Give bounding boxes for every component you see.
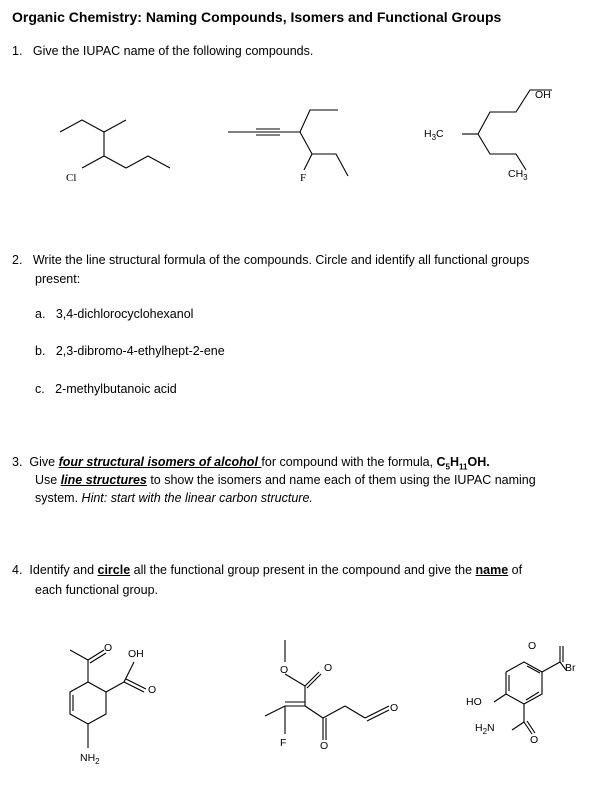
q4-m3-atom-ho: HO (466, 696, 482, 708)
q2-item-a (35, 307, 193, 321)
q4-m2-atom-o-aldehyde: O (390, 702, 399, 714)
q1-atom-h3c: $H_3C$ (424, 128, 444, 143)
q4-m1-atom-o2: O (148, 684, 157, 696)
q2-item-c (35, 382, 177, 396)
q3-emphasis-line-structures: line structures (60, 473, 147, 487)
q3-rest: to show the isomers and name each of them using the IUPAC naming (146, 473, 536, 487)
question-1-number: 1. (12, 44, 23, 58)
q3-line3: system. (35, 491, 82, 505)
q1-molecule-1 (60, 120, 180, 190)
q1-atom-cl: Cl (66, 172, 77, 184)
q4-part3: of (508, 563, 523, 577)
q1-molecule-2 (228, 108, 358, 183)
q2-item-c-letter: c. (35, 382, 45, 396)
q4-molecule-2 (255, 636, 415, 756)
q3-formula: $C_5H_{11}OH$. (436, 455, 490, 472)
q4-m2-atom-f: F (280, 737, 287, 749)
q4-m1-atom-o1: O (104, 642, 113, 654)
question-2-line-1: Write the line structural formula of the compounds. Circle and identify all functional groups (32, 253, 530, 267)
q3-give: Give (29, 455, 59, 469)
q1-atom-oh: OH (535, 89, 551, 101)
q4-m3-atom-o-amide: O (530, 734, 539, 746)
q4-part2: all the functional group present in the compound and give the (130, 563, 476, 577)
q4-m3-atom-br: Br (565, 662, 576, 674)
q4-m3-atom-o-ketone: O (528, 640, 537, 652)
q4-part1: Identify and (29, 563, 98, 577)
q3-emphasis-isomers: four structural isomers of alcohol (58, 455, 262, 469)
q2-item-b-letter: b. (35, 344, 46, 358)
q4-circle: circle (97, 563, 131, 577)
q4-m1-atom-oh: OH (128, 648, 144, 660)
page-title: Organic Chemistry: Naming Compounds, Isomers and Functional Groups (12, 9, 502, 25)
question-2 (12, 251, 529, 270)
q1-atom-ch3: $CH_3$ (508, 168, 528, 183)
q4-m3-atom-h2n: $H_2N$ (475, 722, 495, 737)
question-2-number: 2. (12, 253, 23, 267)
question-4-line-2: each functional group. (35, 583, 159, 597)
q1-atom-f: F (300, 172, 307, 184)
q2-item-c-text: 2-methylbutanoic acid (55, 382, 177, 396)
q4-m2-atom-o-ether: O (280, 664, 289, 676)
question-1 (12, 42, 313, 61)
q3-use: Use (35, 473, 61, 487)
question-4-number: 4. (12, 563, 23, 577)
question-1-text: Give the IUPAC name of the following compounds. (32, 44, 314, 58)
q2-item-a-letter: a. (35, 307, 46, 321)
q4-name: name (475, 563, 509, 577)
q2-item-a-text: 3,4-dichlorocyclohexanol (55, 307, 194, 321)
q4-m2-atom-o-carbonyl: O (324, 662, 333, 674)
q4-m2-atom-o-ketone: O (320, 740, 329, 752)
q2-item-b-text: 2,3-dibromo-4-ethylhept-2-ene (55, 344, 225, 358)
question-4 (12, 561, 607, 580)
q3-mid: for compound with the formula, (261, 455, 437, 469)
q4-m1-atom-nh2: $NH_2$ (80, 752, 100, 767)
question-3-line-2 (35, 471, 605, 490)
q3-hint: Hint: start with the linear carbon structure. (81, 491, 313, 505)
q2-item-b (35, 344, 225, 358)
q4-molecule-1 (60, 630, 180, 770)
question-2-line-2: present: (35, 272, 81, 286)
question-3-number: 3. (12, 455, 23, 469)
question-3-line-3 (35, 489, 313, 508)
